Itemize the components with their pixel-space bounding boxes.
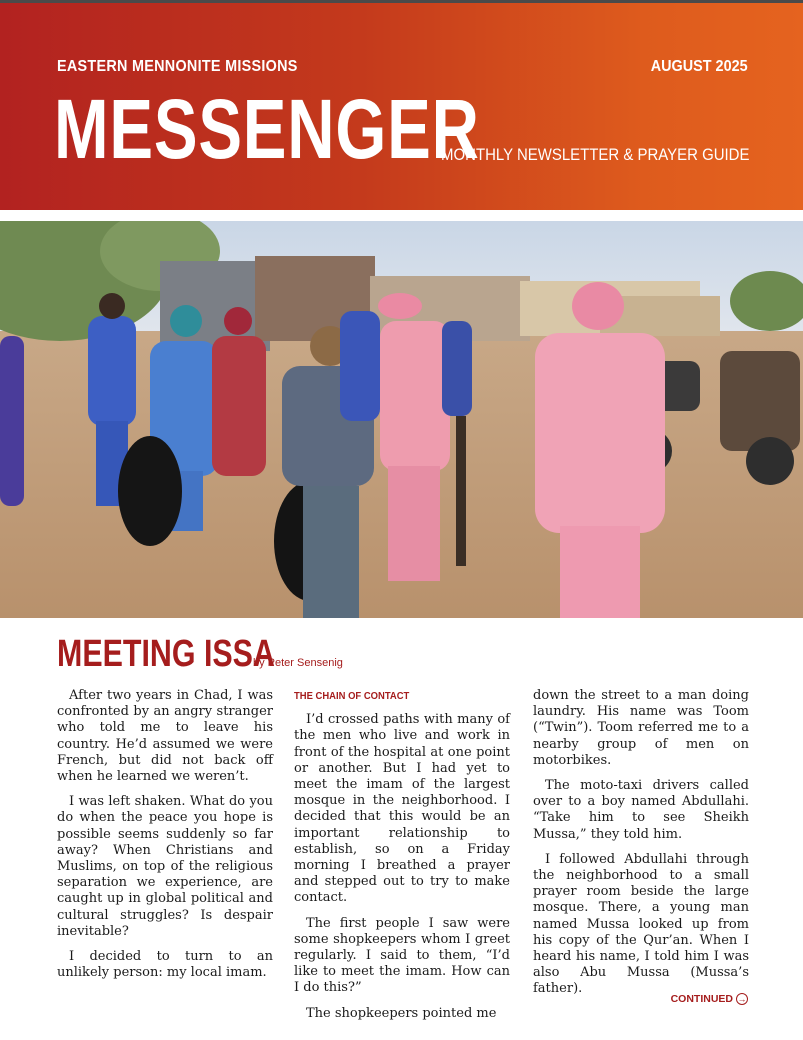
paragraph: I followed Abdullahi through the neighborhood to a small prayer room beside the large mosque. There, a young man named Mussa looked up from his copy of the Qur’an. When I heard his name, I told him I was also Abu Mussa (Mussa’s father). xyxy=(533,851,749,997)
continued-label: CONTINUED xyxy=(670,993,733,1005)
paragraph-continued: down the street to a man doing laundry. His name was Toom (“Twin”). Toom referred me to a nearby group of men on motorbikes. xyxy=(533,688,749,768)
paragraph: After two years in Chad, I was confronted by an angry stranger who told me to leave his country. He’d assumed we were French, but did not back off when he learned we weren’t. xyxy=(57,688,273,785)
issue-date: AUGUST 2025 xyxy=(651,58,748,75)
paragraph: I decided to turn to an unlikely person: my local imam. xyxy=(57,949,273,981)
paragraph: The moto-taxi drivers called over to a boy named Abdullahi. “Take him to see Sheikh Mussa,” they told him. xyxy=(533,778,749,842)
section-subhead: THE CHAIN OF CONTACT xyxy=(294,690,410,702)
masthead xyxy=(0,3,803,210)
paragraph: I was left shaken. What do you do when the peace you hope is possible seems suddenly so far away? When Christians and Muslims, on top of the religious separation we experience, are caught up in global political and cultural struggles? Is despair inevitable? xyxy=(57,794,273,939)
article-column-1 xyxy=(57,688,273,990)
article-headline xyxy=(57,633,343,676)
article-column-3 xyxy=(533,688,749,1007)
article-byline: by Peter Sensenig xyxy=(253,657,343,669)
article-column-2 xyxy=(294,688,510,1031)
newsletter-title: MESSENGER xyxy=(54,82,480,176)
continued-link[interactable] xyxy=(671,993,748,1005)
paragraph: The shopkeepers pointed me xyxy=(306,1005,497,1021)
newsletter-subtitle: MONTHLY NEWSLETTER & PRAYER GUIDE xyxy=(440,145,749,164)
cover-photo-illustration xyxy=(0,221,803,618)
paragraph: I’d crossed paths with many of the men who live and work in front of the hospital at one point or another. But I had yet to meet the imam of the largest mosque in the neighborhood. I decided that this would be an important relationship to establish, so on a Friday morning I breathed a prayer and stepped out to try to make contact. xyxy=(294,712,510,906)
paragraph: The first people I saw were some shopkeepers whom I greet regularly. I said to them, “I’d like to meet the imam. How can I do this?” xyxy=(294,915,510,996)
cover-photo xyxy=(0,221,803,618)
arrow-right-circle-icon: → xyxy=(737,993,747,1004)
organization-name: EASTERN MENNONITE MISSIONS xyxy=(57,58,298,75)
article-title: MEETING ISSA xyxy=(57,633,275,675)
